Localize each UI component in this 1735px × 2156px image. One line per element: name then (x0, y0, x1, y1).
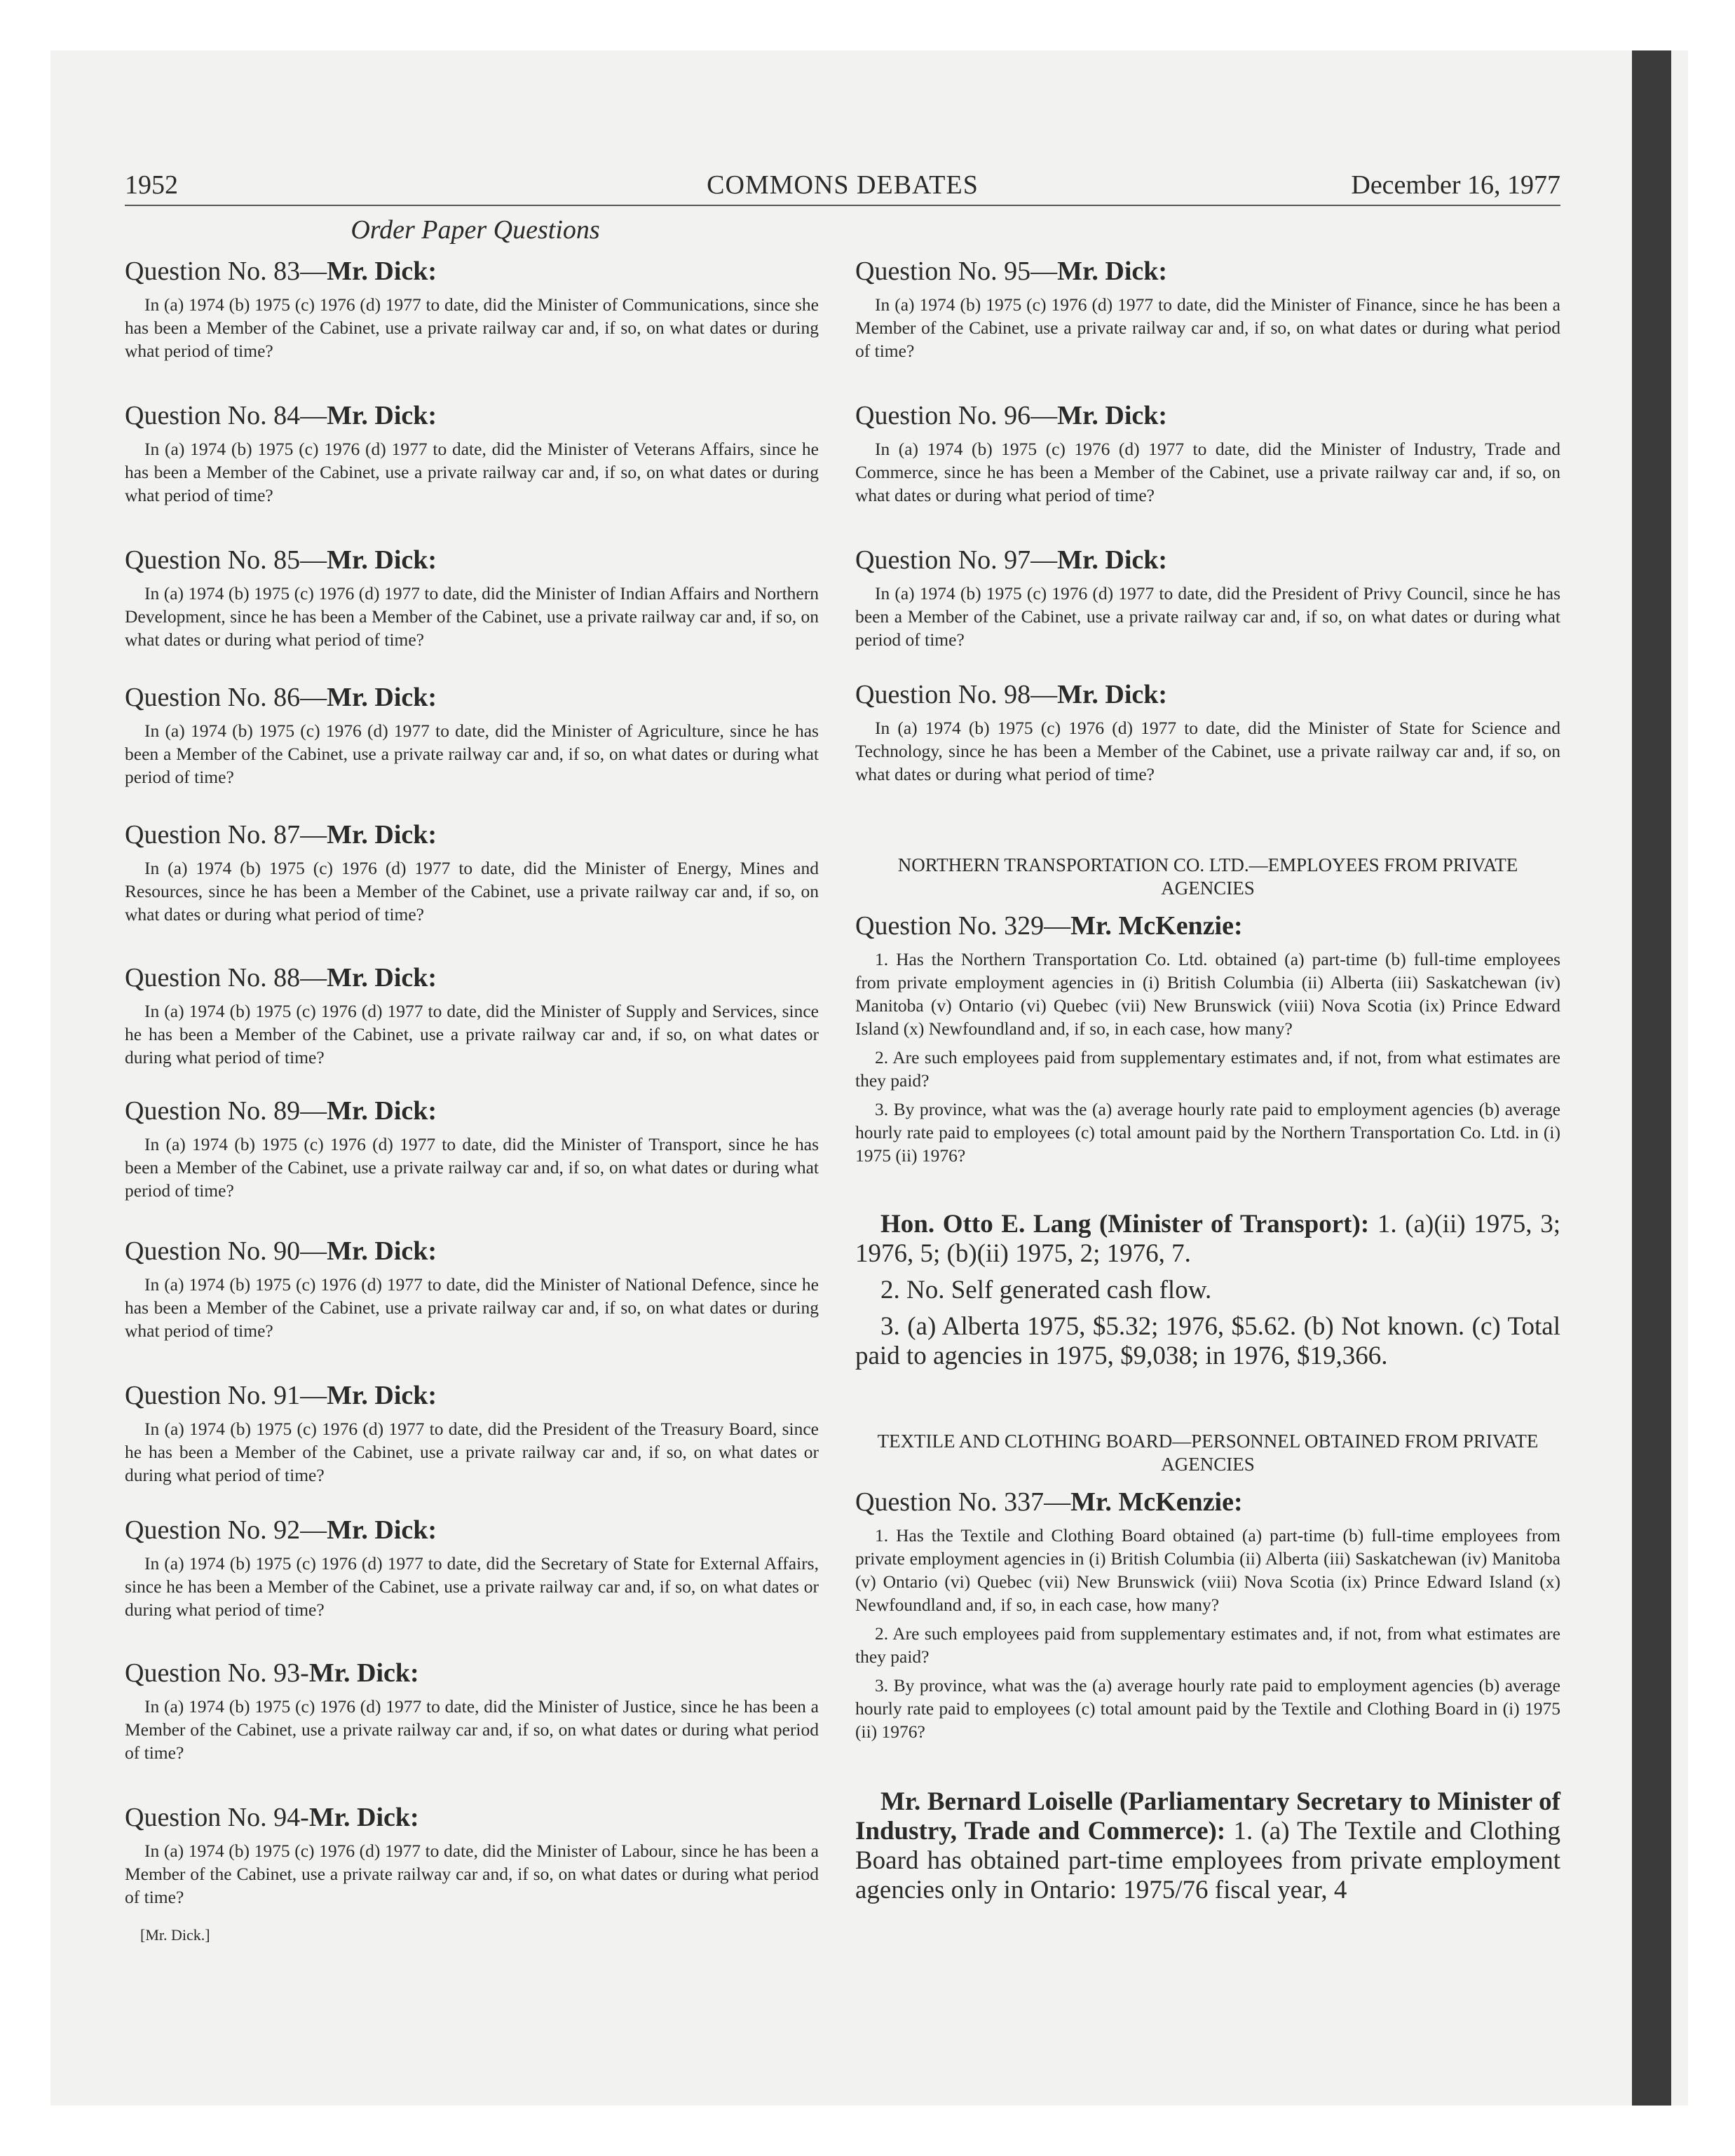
question-83 (125, 257, 819, 362)
question-98 (855, 680, 1560, 786)
question-92 (125, 1515, 819, 1621)
question-text: In (a) 1974 (b) 1975 (c) 1976 (d) 1977 to date, did the Minister of Supply and Services, since he has been a Member of the Cabinet, use a private railway car and, if so, on what dates or during what period of time? (125, 1001, 819, 1067)
page-number: 1952 (125, 170, 178, 200)
question-heading: Question No. 87—Mr. Dick: (125, 820, 437, 850)
answer-paragraph: Hon. Otto E. Lang (Minister of Transport): 1. (a)(ii) 1975, 3; 1976, 5; (b)(ii) 1975, 2; 1976, 7. (855, 1210, 1560, 1268)
question-heading: Question No. 89—Mr. Dick: (125, 1096, 437, 1126)
question-89 (125, 1096, 819, 1202)
question-94 (125, 1803, 819, 1909)
question-text: In (a) 1974 (b) 1975 (c) 1976 (d) 1977 to date, did the Minister of Labour, since he has been a Member of the Cabinet, use a private railway car and, if so, on what dates or during what period of time? (125, 1841, 819, 1907)
question-text: In (a) 1974 (b) 1975 (c) 1976 (d) 1977 to date, did the Minister of Agriculture, since he has been a Member of the Cabinet, use a private railway car and, if so, on what dates or during what period of time? (125, 721, 819, 787)
page-header (125, 163, 1560, 206)
question-88 (125, 963, 819, 1069)
question-heading: Question No. 98—Mr. Dick: (855, 680, 1168, 709)
question-part-2: 2. Are such employees paid from supplementary estimates and, if not, from what estimates are they paid? (855, 1623, 1560, 1667)
question-part-2: 2. Are such employees paid from supplementary estimates and, if not, from what estimates are they paid? (855, 1047, 1560, 1091)
question-text: In (a) 1974 (b) 1975 (c) 1976 (d) 1977 to date, did the Minister of Communications, since she has been a Member of the Cabinet, use a private railway car and, if so, on what dates or during what period of time? (125, 294, 819, 361)
question-part-3: 3. By province, what was the (a) average hourly rate paid to employment agencies (b) average hourly rate paid to employees (c) total amount paid by the Textile and Clothing Board in (i) 1975 (ii) 1976? (855, 1675, 1560, 1742)
section-title-northern-transportation: NORTHERN TRANSPORTATION CO. LTD.—EMPLOYEES FROM PRIVATE AGENCIES (897, 854, 1518, 899)
question-heading: Question No. 88—Mr. Dick: (125, 963, 437, 992)
question-heading: Question No. 337—Mr. McKenzie: (855, 1487, 1243, 1517)
question-text: In (a) 1974 (b) 1975 (c) 1976 (d) 1977 to date, did the President of Privy Council, since he has been a Member of the Cabinet, use a private railway car and, if so, on what dates or during what period of time? (855, 583, 1560, 650)
question-heading: Question No. 92—Mr. Dick: (125, 1515, 437, 1545)
question-86 (125, 683, 819, 789)
section-subheading: Order Paper Questions (351, 215, 600, 245)
question-heading: Question No. 90—Mr. Dick: (125, 1236, 437, 1266)
question-text: In (a) 1974 (b) 1975 (c) 1976 (d) 1977 to date, did the Minister of State for Science and Technology, since he has been a Member of the Cabinet, use a private railway car and, if so, on what dates or during what period of time? (855, 718, 1560, 784)
question-84 (125, 401, 819, 507)
question-heading: Question No. 91—Mr. Dick: (125, 1381, 437, 1410)
question-93 (125, 1658, 819, 1764)
question-heading: Question No. 329—Mr. McKenzie: (855, 911, 1243, 941)
question-text: In (a) 1974 (b) 1975 (c) 1976 (d) 1977 to date, did the Minister of Energy, Mines and Resources, since he has been a Member of the Cabinet, use a private railway car and, if so, on what dates or during what period of time? (125, 858, 819, 925)
question-text: In (a) 1974 (b) 1975 (c) 1976 (d) 1977 to date, did the Minister of Justice, since he has been a Member of the Cabinet, use a private railway car and, if so, on what dates or during what period of time? (125, 1696, 819, 1763)
question-97 (855, 545, 1560, 651)
question-heading: Question No. 97—Mr. Dick: (855, 545, 1168, 575)
answer-329 (855, 1210, 1560, 1378)
question-text: In (a) 1974 (b) 1975 (c) 1976 (d) 1977 to date, did the Minister of Transport, since he has been a Member of the Cabinet, use a private railway car and, if so, on what dates or during what period of time? (125, 1134, 819, 1201)
question-heading: Question No. 95—Mr. Dick: (855, 257, 1168, 286)
question-95 (855, 257, 1560, 362)
answer-speaker: Hon. Otto E. Lang (Minister of Transport): (880, 1210, 1370, 1239)
question-text: In (a) 1974 (b) 1975 (c) 1976 (d) 1977 to date, did the Minister of Finance, since he has been a Member of the Cabinet, use a private railway car and, if so, on what dates or during what period of time? (855, 294, 1560, 361)
answer-paragraph: 2. No. Self generated cash flow. (880, 1276, 1212, 1304)
question-part-3: 3. By province, what was the (a) average hourly rate paid to employment agencies (b) average hourly rate paid to employees (c) total amount paid by the Northern Transportation Co. Ltd. in (i) 1975 (ii) 1976? (855, 1099, 1560, 1166)
question-heading: Question No. 86—Mr. Dick: (125, 683, 437, 712)
question-90 (125, 1236, 819, 1342)
question-text: In (a) 1974 (b) 1975 (c) 1976 (d) 1977 to date, did the Secretary of State for External Affairs, since he has been a Member of the Cabinet, use a private railway car and, if so, on what dates or during what period of time? (125, 1553, 819, 1620)
answer-speaker: Mr. Bernard Loiselle (Parliamentary Secretary to Minister of Industry, Trade and Commerce): (855, 1787, 1560, 1845)
answer-paragraph: Mr. Bernard Loiselle (Parliamentary Secretary to Minister of Industry, Trade and Commerce): 1. (a) The Textile and Clothing Board has obtained part-time employees from private employment agencies only in Ontario: 1975/76 fiscal year, 4 (855, 1787, 1560, 1904)
question-91 (125, 1381, 819, 1487)
question-329 (855, 911, 1560, 1173)
question-text: In (a) 1974 (b) 1975 (c) 1976 (d) 1977 to date, did the President of the Treasury Board, since he has been a Member of the Cabinet, use a private railway car and, if so, on what dates or during what period of time? (125, 1419, 819, 1485)
question-85 (125, 545, 819, 651)
question-part-1: 1. Has the Textile and Clothing Board obtained (a) part-time (b) full-time employees from private employment agencies in (i) British Columbia (ii) Alberta (iii) Saskatchewan (iv) Manitoba (v) Ontario (vi) Quebec (vii) New Brunswick (viii) Nova Scotia (ix) Prince Edward Island (x) Newfoundland and, if so, in each case, how many? (855, 1525, 1560, 1615)
question-heading: Question No. 84—Mr. Dick: (125, 401, 437, 430)
question-87 (125, 820, 819, 926)
question-heading: Question No. 83—Mr. Dick: (125, 257, 437, 286)
section-title-textile-clothing-board: TEXTILE AND CLOTHING BOARD—PERSONNEL OBTAINED FROM PRIVATE AGENCIES (877, 1431, 1539, 1475)
question-text: In (a) 1974 (b) 1975 (c) 1976 (d) 1977 to date, did the Minister of Indian Affairs and Northern Development, since he has been a Member of the Cabinet, use a private railway car and, if so, on what dates or during what period of time? (125, 583, 819, 650)
question-text: In (a) 1974 (b) 1975 (c) 1976 (d) 1977 to date, did the Minister of National Defence, since he has been a Member of the Cabinet, use a private railway car and, if so, on what dates or during what period of time? (125, 1274, 819, 1341)
scan-edge-shadow (1632, 50, 1671, 2106)
answer-paragraph: 3. (a) Alberta 1975, $5.32; 1976, $5.62. (b) Not known. (c) Total paid to agencies in 1975, $9,038; in 1976, $19,366. (855, 1312, 1560, 1370)
question-text: In (a) 1974 (b) 1975 (c) 1976 (d) 1977 to date, did the Minister of Veterans Affairs, since he has been a Member of the Cabinet, use a private railway car and, if so, on what dates or during what period of time? (125, 439, 819, 505)
question-text: In (a) 1974 (b) 1975 (c) 1976 (d) 1977 to date, did the Minister of Industry, Trade and Commerce, since he has been a Member of the Cabinet, use a private railway car and, if so, on what dates or during what period of time? (855, 439, 1560, 505)
issue-date: December 16, 1977 (1351, 170, 1560, 200)
question-heading: Question No. 85—Mr. Dick: (125, 545, 437, 575)
question-heading: Question No. 94-Mr. Dick: (125, 1803, 419, 1832)
question-337 (855, 1487, 1560, 1749)
publication-title: COMMONS DEBATES (707, 170, 979, 200)
question-part-1: 1. Has the Northern Transportation Co. Ltd. obtained (a) part-time (b) full-time employees from private employment agencies in (i) British Columbia (ii) Alberta (iii) Saskatchewan (iv) Manitoba (v) Ontario (vi) Quebec (vii) New Brunswick (viii) Nova Scotia (ix) Prince Edward Island (x) Newfoundland and, if so, in each case, how many? (855, 949, 1560, 1039)
attribution: [Mr. Dick.] (140, 1926, 210, 1944)
question-96 (855, 401, 1560, 507)
question-heading: Question No. 93-Mr. Dick: (125, 1658, 419, 1688)
question-heading: Question No. 96—Mr. Dick: (855, 401, 1168, 430)
answer-337 (855, 1787, 1560, 1912)
